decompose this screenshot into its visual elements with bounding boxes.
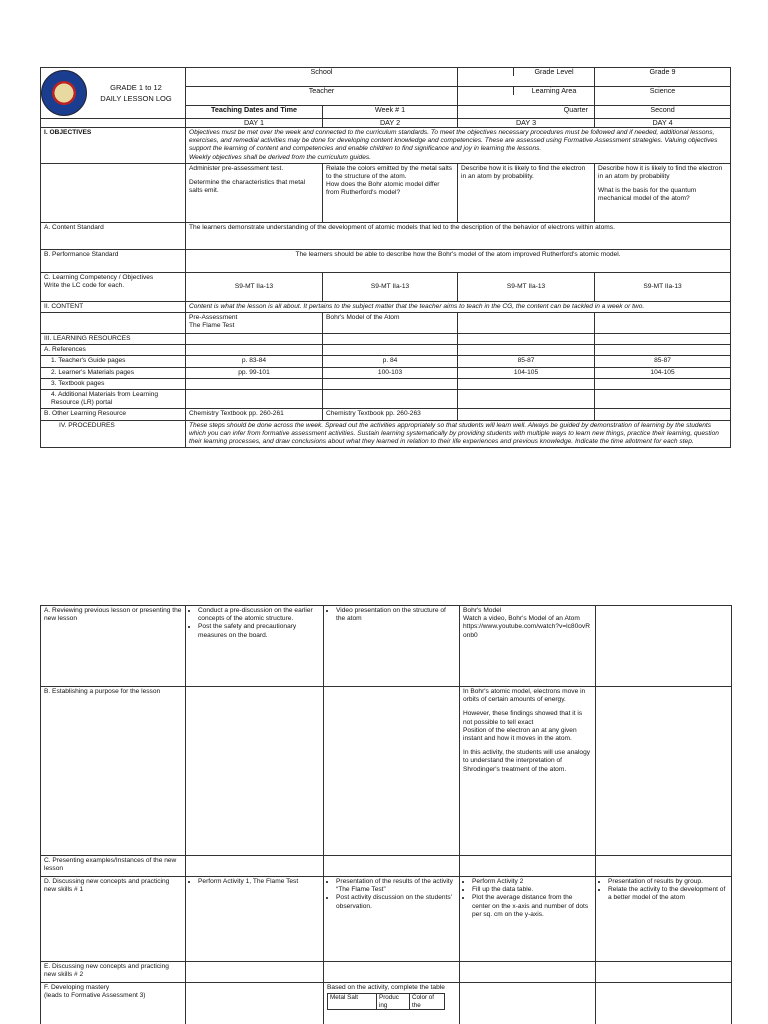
resources-label: III. LEARNING RESOURCES — [41, 334, 186, 345]
video-link[interactable]: https://www.youtube.com/watch?v=lc80ovRonb0 — [463, 623, 590, 639]
learners-materials-day-1: pp. 99-101 — [186, 367, 323, 378]
concepts-2-day-4 — [596, 962, 732, 983]
content-day-1-a: Pre-Assessment — [189, 314, 238, 322]
list-item: • Relate the activity to the development of a better model of the atom — [608, 886, 728, 902]
other-resources-label: B. Other Learning Resource — [41, 409, 186, 420]
grade-range: GRADE 1 to 12 — [110, 83, 162, 92]
resources-blank-4 — [595, 334, 731, 345]
learning-area-label: Learning Area — [513, 87, 594, 95]
teacher-value — [458, 87, 595, 106]
purpose-day-3 — [460, 687, 596, 856]
objectives-day-4 — [595, 163, 731, 222]
teachers-guide-day-1: p. 83-84 — [186, 356, 323, 367]
objectives-day-1 — [186, 163, 323, 222]
additional-blank-1 — [186, 390, 323, 409]
developing-mastery-label — [41, 983, 186, 1024]
color-header: Color of the — [410, 994, 445, 1010]
header-brand-cell — [41, 68, 186, 119]
objective-day-1-b: Determine the characteristics that metal salts emit. — [189, 179, 306, 195]
concepts-2-day-2 — [324, 962, 460, 983]
mastery-day-4 — [596, 983, 732, 1024]
dates-value — [458, 106, 595, 119]
metal-salt-table — [327, 993, 445, 1010]
list-item: • Conduct a pre-discussion on the earlier concepts of the atomic structure. — [198, 607, 320, 623]
procedures-note: These steps should be done across the week. Spread out the activities appropriately so that students will learn well. Always be guided by demonstration of learning by the students which you can infer from formative assessment activities. Sustain learning systematically by providing students with multiple ways to learn new things, practice their learning, question their learning processes, and draw conclusions about what they learned in relation to their life experiences and previous knowledge. Indicate the time allotment for each step. — [186, 420, 731, 448]
other-resources-day-2: Chemistry Textbook pp. 260-263 — [323, 409, 458, 420]
list-item: • Plot the average distance from the center on the x-axis and number of dots per sq. cm on the y-axis. — [472, 894, 592, 919]
purpose-day-4 — [596, 687, 732, 856]
textbook-blank-4 — [595, 378, 731, 389]
additional-materials-label: 4. Additional Materials from Learning Resource (LR) portal — [41, 390, 186, 409]
reviewing-day-2 — [324, 606, 460, 687]
resources-blank-2 — [323, 334, 458, 345]
log-title: DAILY LESSON LOG — [100, 94, 172, 103]
teachers-guide-day-4: 85-87 — [595, 356, 731, 367]
content-standard-text: The learners demonstrate understanding of the development of atomic models that led to the description of the behavior of electrons within atoms. — [186, 222, 731, 249]
list-item: • Post the safety and precautionary measures on the board. — [198, 623, 320, 639]
school-value — [458, 68, 595, 87]
teacher-label: Teacher — [186, 87, 458, 106]
concepts-1-day-2 — [324, 877, 460, 962]
week-value: Week # 1 — [323, 106, 458, 119]
objectives-days-blank — [41, 163, 186, 222]
purpose-text-a: In Bohr's atomic model, electrons move in orbits of certain amounts of energy. — [463, 688, 586, 704]
learners-materials-day-3: 104-105 — [458, 367, 595, 378]
teachers-guide-label: 1. Teacher's Guide pages — [41, 356, 186, 367]
objective-day-4-a: Describe how it is likely to find the electron in an atom by probability — [598, 164, 723, 181]
reviewing-day-1 — [186, 606, 324, 687]
developing-mastery-title: F. Developing mastery — [44, 984, 110, 991]
objectives-day-2 — [323, 163, 458, 222]
content-day-3 — [458, 313, 595, 334]
content-days-blank — [41, 313, 186, 334]
discussing-concepts-1-label: D. Discussing new concepts and practicing new skills # 1 — [41, 877, 186, 962]
content-day-1-b: The Flame Test — [189, 322, 235, 330]
day-1-header: DAY 1 — [186, 119, 323, 128]
examples-day-1 — [186, 856, 324, 877]
day-2-header: DAY 2 — [323, 119, 458, 128]
objectives-label: I. OBJECTIVES — [41, 128, 186, 164]
references-blank-4 — [595, 345, 731, 356]
additional-blank-2 — [323, 390, 458, 409]
objectives-day-3: Describe how it is likely to find the electron in an atom by probability. — [458, 163, 595, 222]
references-blank-1 — [186, 345, 323, 356]
developing-mastery-subtitle: (leads to Formative Assessment 3) — [44, 992, 146, 1000]
learners-materials-day-2: 100-103 — [323, 367, 458, 378]
concepts-1-day-4 — [596, 877, 732, 962]
competency-code-day-1: S9-MT IIa-13 — [186, 272, 323, 301]
content-day-1 — [186, 313, 323, 334]
references-label: A. References — [41, 345, 186, 356]
objective-day-2-a: Relate the colors emitted by the metal salts to the structure of the atom. — [326, 164, 453, 181]
content-note: Content is what the lesson is all about. It pertains to the subject matter that the teacher aims to teach in the CG, the content can be tackled in a week or two. — [186, 301, 731, 312]
performance-standard-text: The learners should be able to describe how the Bohr's model of the atom improved Rutherford's atomic model. — [186, 249, 731, 272]
competency-label-text-2: Write the LC code for each. — [44, 282, 125, 290]
textbook-pages-label: 3. Textbook pages — [41, 378, 186, 389]
presenting-examples-label: C. Presenting examples/Instances of the new lesson — [41, 856, 186, 877]
list-item: • Fill up the data table. — [472, 886, 592, 894]
quarter-value: Second — [595, 106, 731, 119]
establishing-purpose-label: B. Establishing a purpose for the lesson — [41, 687, 186, 856]
competency-label-text: C. Learning Competency / Objectives — [44, 273, 154, 281]
grade-level-value: Grade 9 — [595, 68, 731, 87]
concepts-1-day-3 — [460, 877, 596, 962]
quarter-label: Quarter — [563, 105, 589, 114]
day-3-header: DAY 3 — [458, 119, 595, 128]
list-item: • Presentation of the results of the activity “The Flame Test” — [336, 878, 456, 894]
content-day-2: Bohr's Model of the Atom — [323, 313, 458, 334]
purpose-text-c: Position of the electron an at any given instant and how it moves in the atom. — [463, 726, 577, 743]
discussing-concepts-2-label: E. Discussing new concepts and practicing new skills # 2 — [41, 962, 186, 983]
additional-blank-3 — [458, 390, 595, 409]
teachers-guide-day-2: p. 84 — [323, 356, 458, 367]
list-item: • Video presentation on the structure of the atom — [336, 607, 456, 623]
day-header-blank — [41, 119, 186, 128]
examples-day-3 — [460, 856, 596, 877]
competency-code-day-2: S9-MT IIa-13 — [323, 272, 458, 301]
list-item: • Presentation of results by group. — [608, 878, 728, 886]
additional-blank-4 — [595, 390, 731, 409]
school-label: School — [186, 68, 458, 87]
day-4-header: DAY 4 — [595, 119, 731, 128]
teachers-guide-day-3: 85-87 — [458, 356, 595, 367]
procedures-label: IV. PROCEDURES — [41, 420, 186, 448]
references-blank-3 — [458, 345, 595, 356]
daily-lesson-log-table — [40, 67, 731, 448]
content-label: II. CONTENT — [41, 301, 186, 312]
grade-level-label: Grade Level — [513, 68, 594, 76]
objectives-note-text: Objectives must be met over the week and connected to the curriculum standards. To meet the objectives necessary procedures must be followed and if needed, additional lessons, exercises, and remedial activities may be done for developing content knowledge and competencies. These are assessed using Formative Assessment strategies. Valuing objectives support the learning of content and competencies and enable children to find significance and joy in learning the lessons. — [189, 129, 718, 153]
purpose-day-2 — [324, 687, 460, 856]
learners-materials-day-4: 104-105 — [595, 367, 731, 378]
objectives-note — [186, 128, 731, 164]
procedures-table — [40, 605, 732, 1024]
textbook-blank-1 — [186, 378, 323, 389]
objectives-note-text-2: Weekly objectives shall be derived from the curriculum guides. — [189, 153, 372, 161]
mastery-day-3 — [460, 983, 596, 1024]
reviewing-lesson-label: A. Reviewing previous lesson or presenting the new lesson — [41, 606, 186, 687]
resources-blank-1 — [186, 334, 323, 345]
performance-standard-label: B. Performance Standard — [41, 249, 186, 272]
metal-salt-header: Metal Salt — [328, 994, 377, 1010]
objective-day-1-a: Administer pre-assessment test. — [189, 164, 284, 172]
bohr-model-heading: Bohr's Model — [463, 607, 502, 614]
purpose-text-d: In this activity, the students will use analogy to understand the interpretation of Shrodinger's treatment of the atom. — [463, 749, 591, 773]
list-item: • Perform Activity 2 — [472, 878, 592, 886]
purpose-day-1 — [186, 687, 324, 856]
dates-label: Teaching Dates and Time — [186, 106, 323, 119]
reviewing-day-4 — [596, 606, 732, 687]
learners-materials-label: 2. Learner's Materials pages — [41, 367, 186, 378]
concepts-1-day-1 — [186, 877, 324, 962]
list-item: • Perform Activity 1, The Flame Test — [198, 878, 320, 886]
reviewing-day-3 — [460, 606, 596, 687]
other-resources-blank-4 — [595, 409, 731, 420]
examples-day-4 — [596, 856, 732, 877]
mastery-instruction: Based on the activity, complete the table — [327, 984, 445, 991]
competency-code-day-4: S9-MT IIa-13 — [595, 272, 731, 301]
objective-day-4-b: What is the basis for the quantum mechanical model of the atom? — [598, 187, 697, 203]
competency-label — [41, 272, 186, 301]
textbook-blank-3 — [458, 378, 595, 389]
mastery-day-2 — [324, 983, 460, 1024]
concepts-2-day-1 — [186, 962, 324, 983]
purpose-text-b: However, these findings showed that it is not possible to tell exact — [463, 710, 583, 726]
examples-day-2 — [324, 856, 460, 877]
objective-day-2-b: How does the Bohr atomic model differ from Rutherford's model? — [326, 181, 440, 197]
list-item: • Post activity discussion on the students' observation. — [336, 894, 456, 910]
textbook-blank-2 — [323, 378, 458, 389]
learning-area-value: Science — [595, 87, 731, 106]
competency-code-day-3: S9-MT IIa-13 — [458, 272, 595, 301]
watch-video-text: Watch a video, Bohr's Model of an Atom — [463, 615, 580, 623]
other-resources-blank-3 — [458, 409, 595, 420]
content-standard-label: A. Content Standard — [41, 222, 186, 249]
mastery-day-1 — [186, 983, 324, 1024]
producing-header: Produc ing — [377, 994, 410, 1010]
deped-seal-logo — [41, 70, 87, 116]
references-blank-2 — [323, 345, 458, 356]
resources-blank-3 — [458, 334, 595, 345]
content-day-4 — [595, 313, 731, 334]
concepts-2-day-3 — [460, 962, 596, 983]
other-resources-day-1: Chemistry Textbook pp. 260-261 — [186, 409, 323, 420]
